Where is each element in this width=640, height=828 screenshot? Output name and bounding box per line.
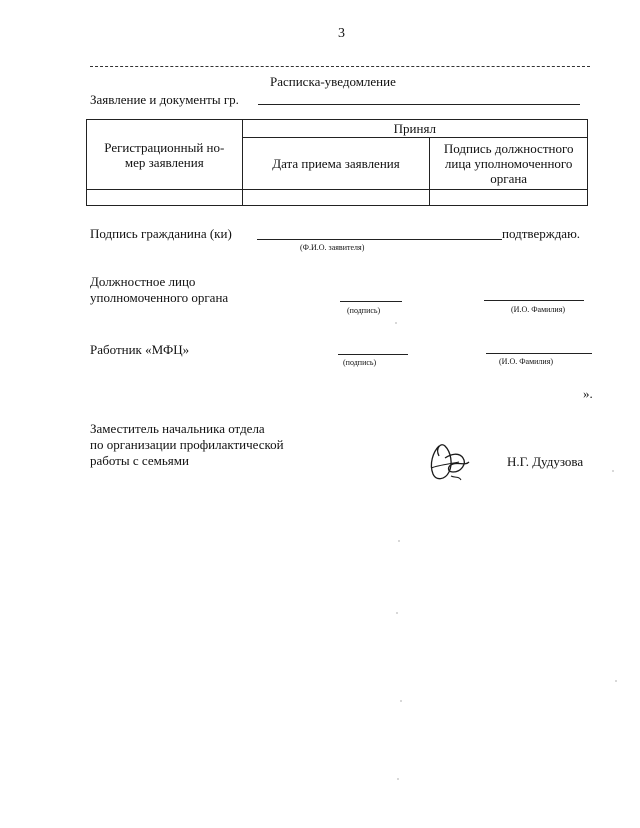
deputy-line1: Заместитель начальника отдела: [90, 421, 265, 436]
mfc-signature-hint: (подпись): [343, 358, 377, 367]
registration-table: [86, 119, 588, 206]
table-cell-registration-number[interactable]: [87, 190, 243, 206]
application-label: Заявление и документы гр.: [90, 92, 239, 107]
applicant-name-hint: (Ф.И.О. заявителя): [300, 243, 365, 252]
official-line1: Должностное лицо: [90, 274, 196, 289]
deputy-line3: работы с семьями: [90, 453, 189, 468]
closing-quote: ».: [583, 386, 593, 401]
scan-speck: [397, 778, 399, 780]
col1-line2: мер заявления: [124, 154, 204, 170]
official-name-hint: (И.О. Фамилия): [511, 305, 566, 314]
scan-speck: [400, 700, 402, 702]
scan-speck: [395, 322, 397, 324]
scan-speck: [396, 612, 398, 614]
handwritten-signature: [425, 438, 473, 484]
citizen-signature-line[interactable]: [257, 239, 502, 240]
official-signature-hint: (подпись): [347, 306, 381, 315]
mfc-worker-label: Работник «МФЦ»: [90, 342, 190, 357]
scan-speck: [398, 540, 400, 542]
accepted-group-header: Принял: [242, 120, 587, 138]
official-signature-header: [430, 138, 588, 190]
mfc-name-hint: (И.О. Фамилия): [499, 357, 554, 366]
deputy-line2: по организации профилактической: [90, 437, 284, 452]
citizen-signature-label: Подпись гражданина (ки): [90, 226, 232, 241]
table-cell-official-signature[interactable]: [430, 190, 588, 206]
table-cell-date-received[interactable]: [242, 190, 430, 206]
date-received-header: Дата приема заявления: [242, 138, 430, 190]
col3-line2: лица уполномоченного: [444, 156, 573, 171]
page-number: 3: [338, 26, 345, 41]
col3-line3: органа: [490, 171, 528, 186]
registration-number-header: [87, 120, 243, 190]
document-title: Расписка-уведомление: [270, 74, 396, 89]
deputy-name: Н.Г. Дудузова: [507, 454, 584, 469]
scan-speck: [612, 470, 614, 472]
mfc-name-line[interactable]: [486, 353, 592, 354]
col3-line1: Подпись должностного: [443, 141, 574, 156]
mfc-signature-line[interactable]: [338, 354, 408, 355]
citizen-signature-suffix: подтверждаю.: [502, 226, 581, 241]
dashed-divider: [90, 66, 590, 67]
applicant-name-line[interactable]: [258, 104, 580, 105]
official-signature-line[interactable]: [340, 301, 402, 302]
table-row: [87, 190, 588, 206]
official-line2: уполномоченного органа: [90, 290, 229, 305]
col1-line1: Регистрационный но-: [104, 139, 225, 155]
official-name-line[interactable]: [484, 300, 584, 301]
scan-speck: [615, 680, 617, 682]
